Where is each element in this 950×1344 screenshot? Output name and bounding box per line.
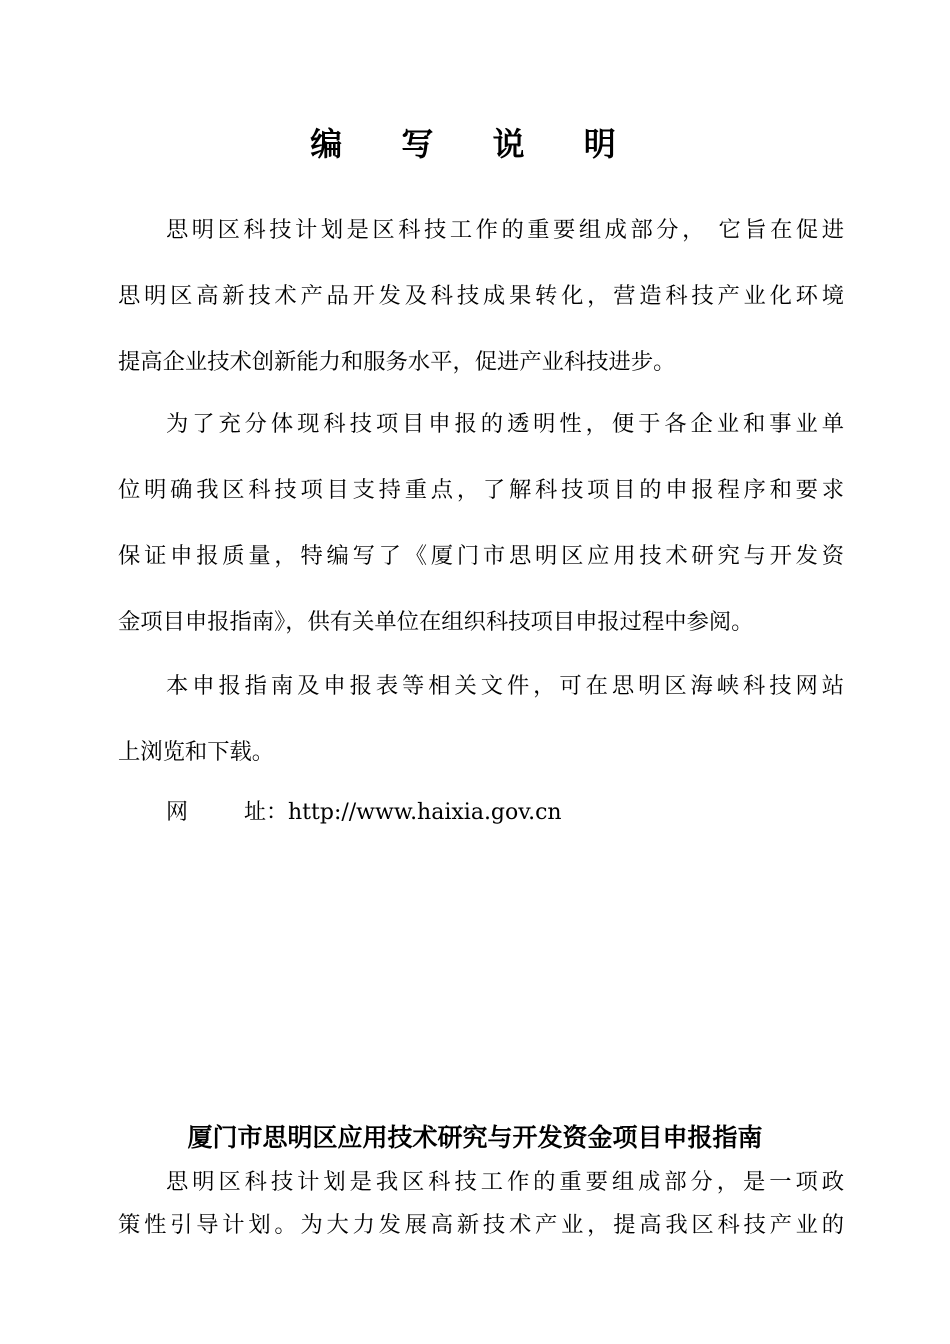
paragraph-line: 为了充分体现科技项目申报的透明性，便于各企业和事业单 [166,411,844,437]
paragraph-line: 保证申报质量，特编写了《厦门市思明区应用技术研究与开发资 [118,543,844,569]
paragraph-line: 策性引导计划。为大力发展高新技术产业，提高我区科技产业的 [118,1212,844,1238]
guide-title: 厦门市思明区应用技术研究与开发资金项目申报指南 [187,1123,763,1152]
paragraph-line: 本申报指南及申报表等相关文件，可在思明区海峡科技网站 [166,673,844,699]
paragraph-line: 金项目申报指南》，供有关单位在组织科技项目申报过程中参阅。 [118,609,754,635]
paragraph-line: 提高企业技术创新能力和服务水平，促进产业科技进步。 [118,349,676,375]
paragraph-intro [118,215,844,413]
paragraph-purpose [118,409,844,673]
paragraph-download [118,671,844,803]
paragraph-line: 思明区科技计划是区科技工作的重要组成部分， 它旨在促进 [166,217,844,243]
paragraph-guide [118,1167,844,1253]
website-line [166,798,562,828]
page-title: 编 写 说 明 [310,125,640,163]
paragraph-line: 上浏览和下载。 [118,739,275,765]
website-url-link[interactable]: http://www.haixia.gov.cn [288,800,562,825]
website-label-part2: 址： [244,800,289,825]
paragraph-line: 位明确我区科技项目支持重点，了解科技项目的申报程序和要求 [118,477,844,503]
website-label-part1: 网 [166,800,189,825]
paragraph-line: 思明区高新技术产品开发及科技成果转化，营造科技产业化环境 [118,283,844,309]
paragraph-line: 思明区科技计划是我区科技工作的重要组成部分，是一项政 [166,1169,844,1195]
